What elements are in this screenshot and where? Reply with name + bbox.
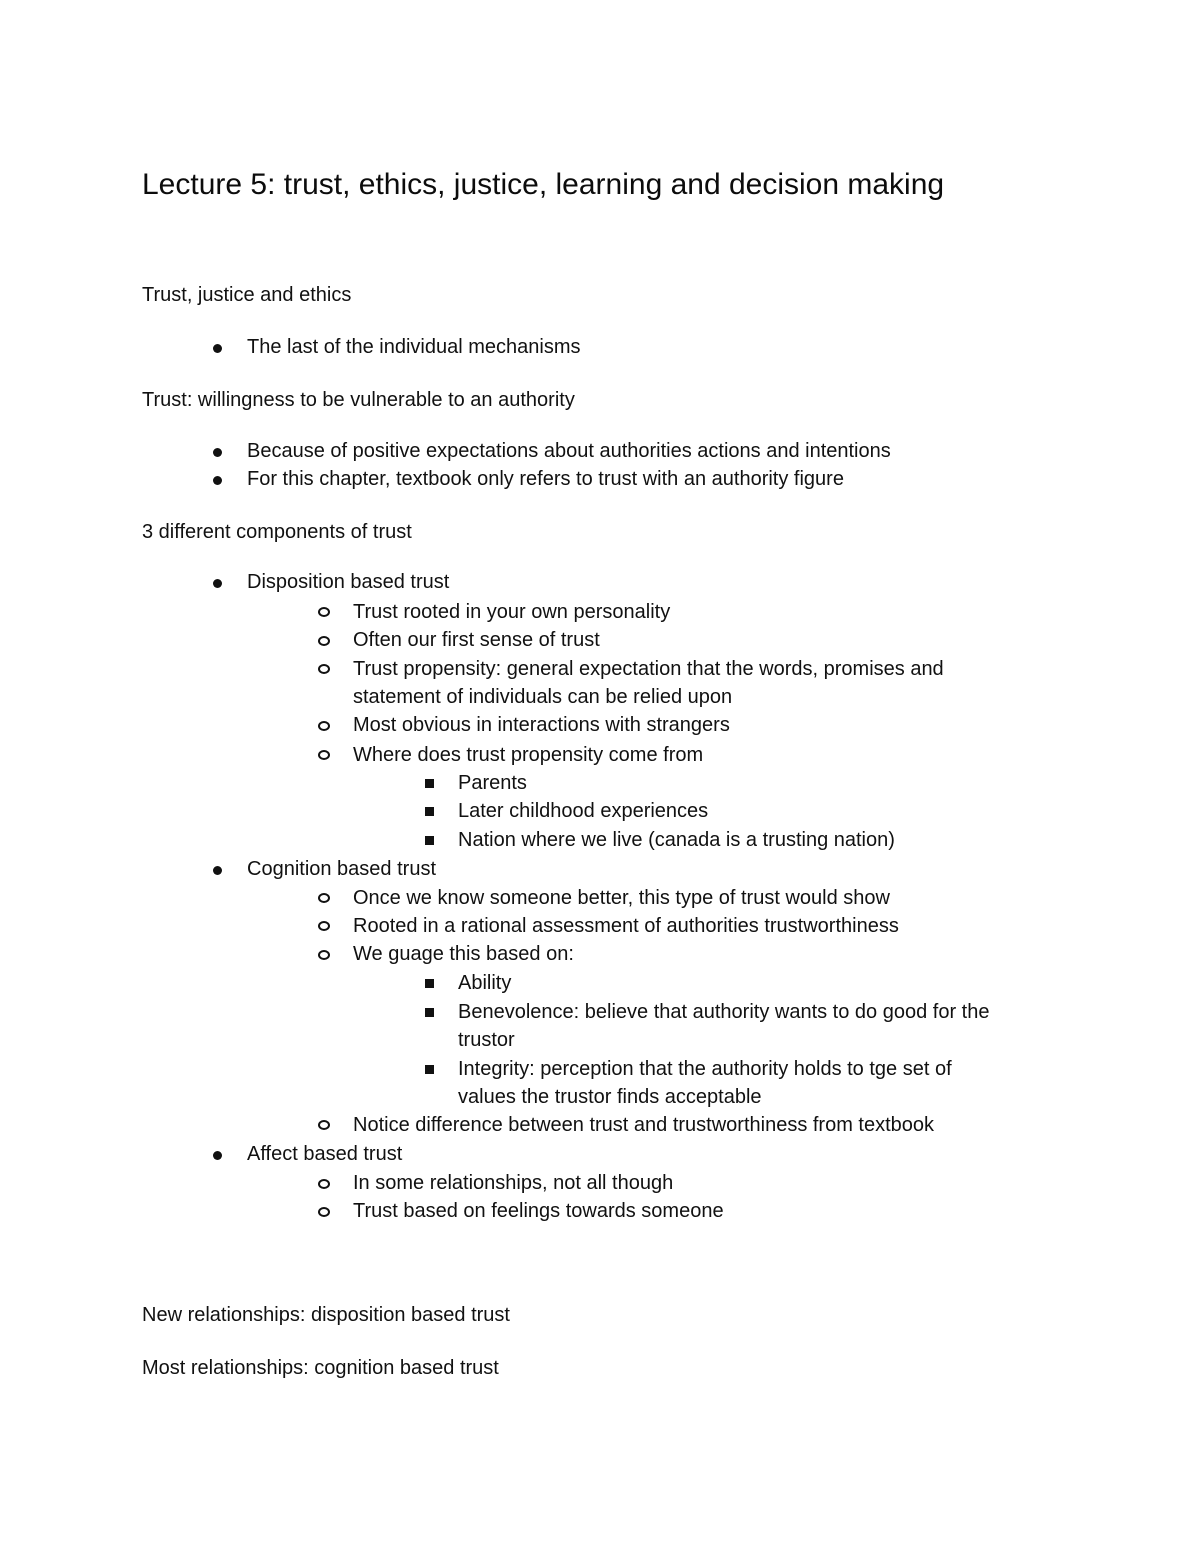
nested-list-item: Later childhood experiences xyxy=(458,800,709,822)
sub-bullet-icon xyxy=(318,607,330,617)
sub-list-item: In some relationships, not all though xyxy=(353,1172,674,1194)
nested-list-item: Benevolence: believe that authority wants to do good for the xyxy=(458,1001,990,1023)
list-item-disposition: Disposition based trust xyxy=(247,571,450,593)
square-bullet-icon xyxy=(425,836,434,845)
bullet-icon xyxy=(213,1151,222,1160)
list-item: For this chapter, textbook only refers to trust with an authority figure xyxy=(247,468,844,490)
section-heading-trust-definition: Trust: willingness to be vulnerable to an authority xyxy=(142,389,575,411)
sub-bullet-icon xyxy=(318,1179,330,1189)
sub-list-item-continuation: statement of individuals can be relied upon xyxy=(353,686,733,708)
square-bullet-icon xyxy=(425,1065,434,1074)
square-bullet-icon xyxy=(425,1008,434,1017)
sub-list-item: Notice difference between trust and trustworthiness from textbook xyxy=(353,1114,935,1136)
nested-list-item: Integrity: perception that the authority holds to tge set of xyxy=(458,1058,952,1080)
section-heading-trust-justice-ethics: Trust, justice and ethics xyxy=(142,284,352,306)
bullet-icon xyxy=(213,866,222,875)
sub-list-item: Often our first sense of trust xyxy=(353,629,600,651)
sub-bullet-icon xyxy=(318,721,330,731)
sub-bullet-icon xyxy=(318,636,330,646)
sub-list-item: Trust rooted in your own personality xyxy=(353,601,671,623)
summary-most-relationships: Most relationships: cognition based trust xyxy=(142,1357,499,1379)
nested-list-item: Parents xyxy=(458,772,527,794)
page-title: Lecture 5: trust, ethics, justice, learning and decision making xyxy=(142,168,945,201)
bullet-icon xyxy=(213,476,222,485)
sub-list-item: Trust propensity: general expectation that the words, promises and xyxy=(353,658,944,680)
list-item: Because of positive expectations about authorities actions and intentions xyxy=(247,440,891,462)
sub-list-item: We guage this based on: xyxy=(353,943,574,965)
sub-list-item: Once we know someone better, this type of trust would show xyxy=(353,887,890,909)
sub-list-item: Trust based on feelings towards someone xyxy=(353,1200,724,1222)
sub-bullet-icon xyxy=(318,750,330,760)
nested-list-item: Nation where we live (canada is a trusting nation) xyxy=(458,829,895,851)
bullet-icon xyxy=(213,579,222,588)
summary-new-relationships: New relationships: disposition based trust xyxy=(142,1304,510,1326)
bullet-icon xyxy=(213,448,222,457)
list-item-affect: Affect based trust xyxy=(247,1143,403,1165)
square-bullet-icon xyxy=(425,807,434,816)
sub-bullet-icon xyxy=(318,950,330,960)
sub-list-item: Where does trust propensity come from xyxy=(353,744,704,766)
square-bullet-icon xyxy=(425,779,434,788)
nested-list-item: Ability xyxy=(458,972,512,994)
sub-bullet-icon xyxy=(318,893,330,903)
sub-bullet-icon xyxy=(318,1120,330,1130)
bullet-icon xyxy=(213,344,222,353)
nested-list-item-continuation: values the trustor finds acceptable xyxy=(458,1086,762,1108)
sub-list-item: Rooted in a rational assessment of authorities trustworthiness xyxy=(353,915,899,937)
square-bullet-icon xyxy=(425,979,434,988)
sub-bullet-icon xyxy=(318,664,330,674)
list-item: The last of the individual mechanisms xyxy=(247,336,581,358)
sub-list-item: Most obvious in interactions with strangers xyxy=(353,714,730,736)
nested-list-item-continuation: trustor xyxy=(458,1029,515,1051)
sub-bullet-icon xyxy=(318,1207,330,1217)
list-item-cognition: Cognition based trust xyxy=(247,858,437,880)
sub-bullet-icon xyxy=(318,921,330,931)
section-heading-components: 3 different components of trust xyxy=(142,521,412,543)
